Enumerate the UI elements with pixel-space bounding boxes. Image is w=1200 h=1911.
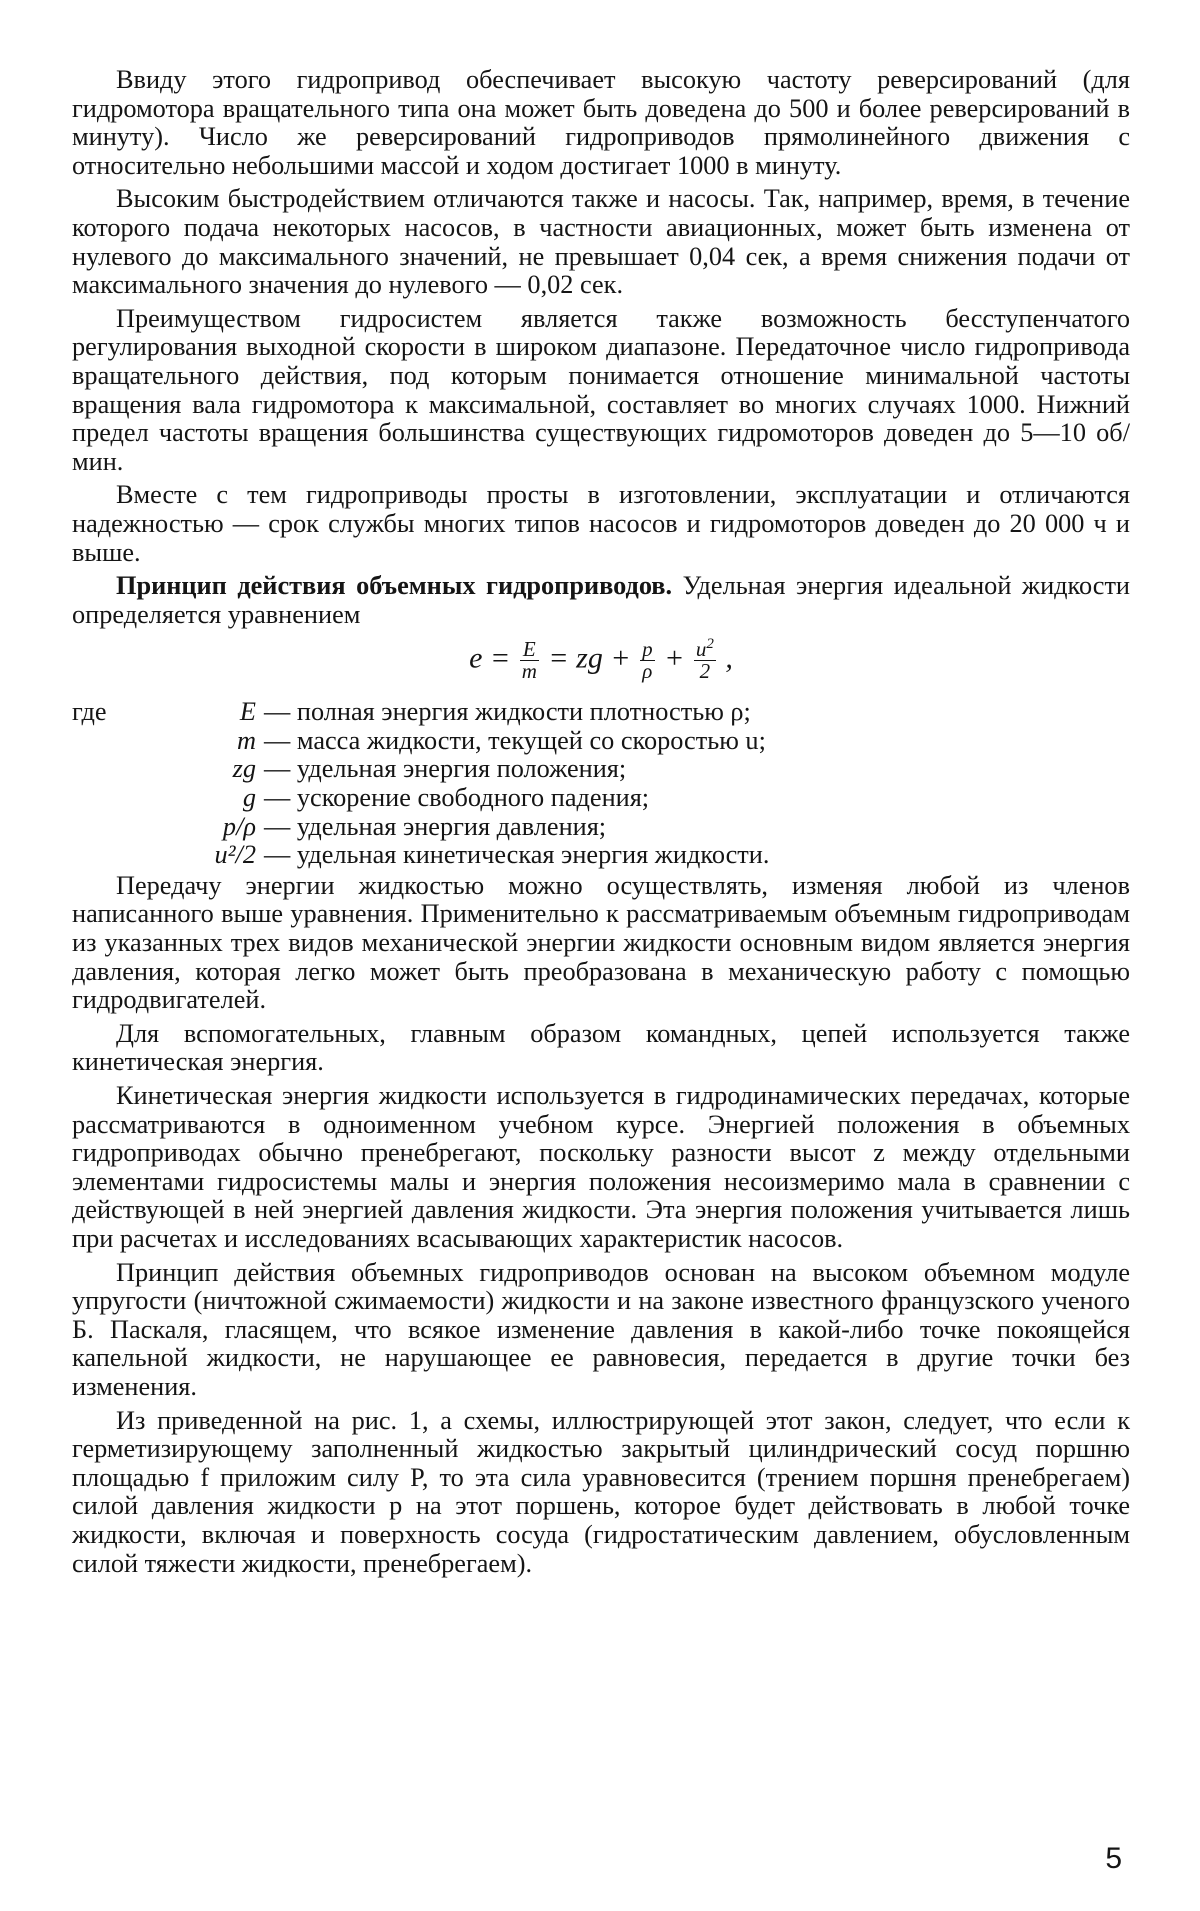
formula-tail: , — [725, 641, 733, 675]
definition-row — [72, 698, 1130, 727]
paragraph-principle-intro — [72, 572, 1130, 629]
definition-text: — масса жидкости, текущей со скоростью u; — [264, 725, 766, 755]
paragraph-stepless-regulation: Преимуществом гидросистем является также возможность бесступенчатого регулирования выходной скорости в широком диапазоне. Передаточное число гидропривода вращательного действия, под которым понимается отношение минимальной частоты вращения вала гидромотора к максимальной, составляет во многих случаях 1000. Нижний предел частоты вращения большинства существующих гидромоторов доведен до 5—10 об/мин. — [72, 303, 1130, 476]
definitions-lead-word: где — [72, 697, 107, 727]
paragraph-pascal-law: Принцип действия объемных гидроприводов основан на высоком объемном модуле упругости (ничтожной сжимаемости) жидкости и на законе известного французского ученого Б. Паскаля, гласящем, что всякое изменение давления в какой-либо точке покоящейся капельной жидкости, не нарушающее ее равновесия, передается в другие точки без изменения. — [72, 1257, 1130, 1401]
formula-plus2: + — [664, 641, 685, 675]
formula-term-zg: zg — [576, 641, 603, 675]
definition-symbol: p/ρ — [222, 811, 256, 841]
formula-eq2: = — [548, 641, 569, 675]
fraction-numerator: p — [642, 637, 653, 662]
page-number: 5 — [1105, 1842, 1122, 1875]
energy-equation — [72, 636, 1130, 684]
paragraph-kinetic-energy: Для вспомогательных, главным образом командных, цепей используется также кинетическая энергия. — [72, 1018, 1130, 1077]
paragraph-pump-speed: Высоким быстродействием отличаются также и насосы. Так, например, время, в течение которого подача некоторых насосов, в частности авиационных, может быть изменена от нулевого до максимального значений, не превышает 0,04 сек, а время снижения подачи от максимального значения до нулевого — 0,02 сек. — [72, 184, 1130, 300]
definition-row — [72, 755, 1130, 784]
paragraph-figure-explanation: Из приведенной на рис. 1, а схемы, иллюстрирующей этот закон, следует, что если к герметизирующему заполненный жидкостью закрытый цилиндрический сосуд поршню площадью f приложим силу P, то эта сила уравновесится (трением поршня пренебрегаем) силой давления жидкости p на этот поршень, которое будет действовать в любой точке жидкости, включая и поверхность сосуда (гидростатическим давлением, обусловленным силой тяжести жидкости, пренебрегаем). — [72, 1405, 1130, 1578]
formula-plus1: + — [610, 641, 631, 675]
formula-fraction-p-rho — [640, 639, 655, 682]
definition-text: — ускорение свободного падения; — [264, 783, 650, 813]
body-text — [72, 66, 1130, 1578]
fraction-numerator — [694, 636, 716, 662]
paragraph-reversal-frequency: Ввиду этого гидропривод обеспечивает высокую частоту реверсирований (для гидромотора вращательного типа она может быть доведена до 500 и более реверсирований в минуту). Число же реверсирований гидроприводов прямолинейного движения с относительно небольшими массой и ходом достигает 1000 в минуту. — [72, 65, 1130, 180]
formula-fraction-u2-2 — [694, 636, 716, 684]
paragraph-reliability: Вместе с тем гидроприводы просты в изготовлении, эксплуатации и отличаются надежностью — срок службы многих типов насосов и гидромоторов доведен до 20 000 ч и выше. — [72, 480, 1130, 567]
fraction-denominator: m — [521, 659, 537, 684]
definition-row — [72, 841, 1130, 870]
fraction-numerator: E — [520, 639, 539, 661]
definition-symbol: E — [239, 697, 256, 727]
definition-text: — полная энергия жидкости плотностью ρ; — [264, 697, 751, 727]
definition-symbol: m — [237, 725, 256, 755]
formula-fraction-e-m — [520, 639, 539, 682]
section-heading: Принцип действия объемных гидроприводов. — [116, 571, 673, 601]
symbol-definitions — [72, 698, 1130, 870]
fraction-denominator: ρ — [642, 659, 653, 684]
definition-row — [72, 813, 1130, 842]
formula-eq1: = — [489, 641, 511, 675]
fraction-denominator: 2 — [699, 659, 711, 684]
definition-row — [72, 727, 1130, 756]
paragraph-hydrodynamic: Кинетическая энергия жидкости используется в гидродинамических передачах, которые рассматриваются в одноименном учебном курсе. Энергией положения в объемных гидроприводах обычно пренебрегают, поскольку разности высот z между отдельными элементами гидросистемы малы и энергия положения несоизмеримо мала в сравнении с действующей в ней энергией давления жидкости. Эта энергия положения учитывается лишь при расчетах и исследованиях всасывающих характеристик насосов. — [72, 1081, 1130, 1253]
fraction-numerator-exponent: 2 — [706, 636, 714, 653]
definition-row — [72, 784, 1130, 813]
definition-symbol: zg — [232, 754, 256, 784]
definition-text: — удельная энергия давления; — [264, 811, 607, 841]
paragraph-energy-transfer: Передачу энергии жидкостью можно осуществлять, изменяя любой из членов написанного выше уравнения. Применительно к рассматриваемым объемным гидроприводам из указанных трех видов механической энергии жидкости основным видом является энергия давления, которая легко может быть преобразована в механическую работу с помощью гидродвигателей. — [72, 870, 1130, 1015]
definition-text: — удельная энергия положения; — [264, 754, 627, 784]
section-heading-text: Удельная энергия идеальной жидкости определяется уравнением — [72, 571, 1131, 629]
definition-symbol: g — [242, 783, 256, 813]
definition-symbol: u²/2 — [214, 840, 256, 870]
formula-lhs: e — [469, 641, 483, 675]
fraction-numerator-base: u — [695, 637, 707, 662]
definition-text: — удельная кинетическая энергия жидкости. — [264, 840, 770, 870]
